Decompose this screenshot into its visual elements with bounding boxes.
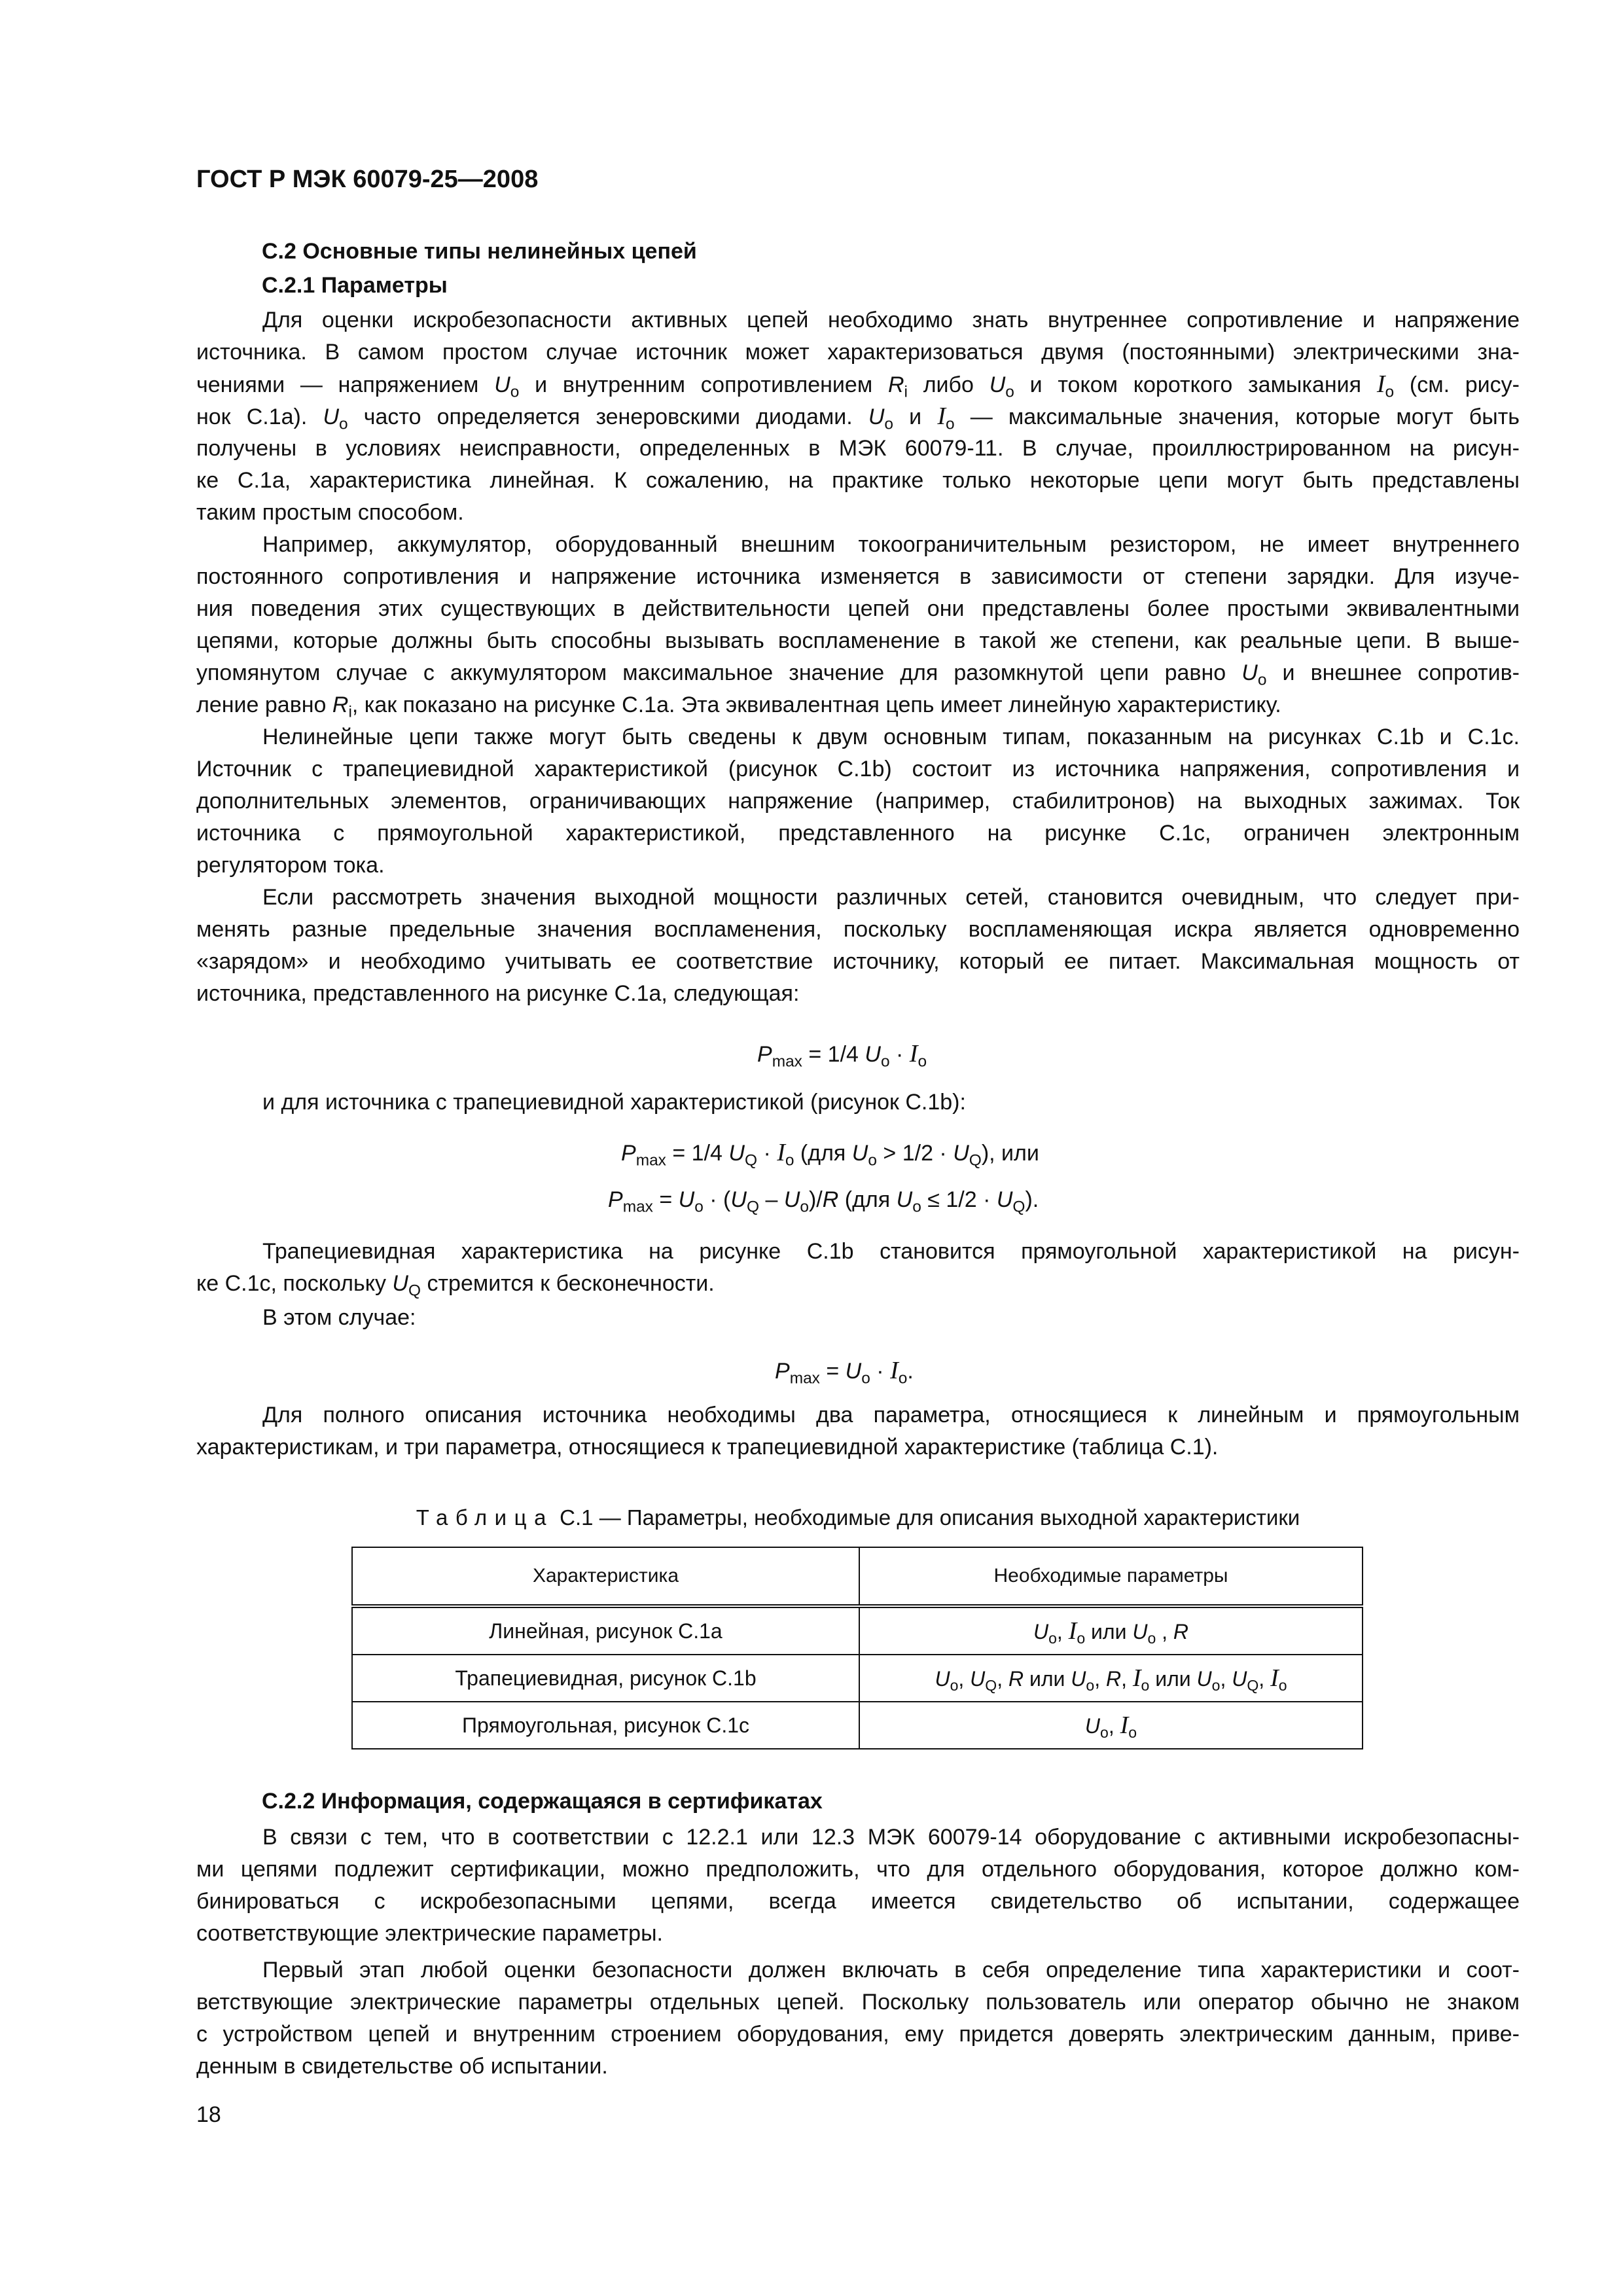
text-run: бинироваться с искробезопасными цепями, всегда имеется свидетельство об испытании, содержащее (196, 1889, 1520, 1914)
math-subscript: o (868, 1151, 877, 1170)
math-variable: P (757, 1042, 772, 1067)
section-heading: С.2 Основные типы нелинейных цепей (262, 239, 697, 264)
formula (775, 1355, 914, 1388)
text-line (196, 1886, 1520, 1918)
text-run: источника, представленного на рисунке С.1a, следующая: (196, 981, 800, 1006)
math-variable: R (1173, 1620, 1189, 1643)
text-line (196, 465, 1520, 497)
math-subscript: o (912, 1198, 921, 1216)
math-variable: I (1376, 370, 1385, 398)
math-variable: U (1033, 1620, 1049, 1643)
text-run: ). (1025, 1187, 1039, 1212)
text-run: ), или (981, 1141, 1039, 1166)
paragraph (196, 721, 1520, 882)
math-variable: I (1068, 1617, 1077, 1645)
text-run: , (1108, 1714, 1120, 1738)
text-line (196, 785, 1520, 817)
parameters-cell (859, 1702, 1363, 1749)
text-run: источника. В самом простом случае источник может характеризоваться двумя (постоянными) электрическими зна- (196, 340, 1520, 365)
text-line (196, 1236, 1520, 1268)
text-line (196, 882, 1520, 914)
math-variable: U (970, 1667, 986, 1691)
math-subscript: o (884, 415, 894, 433)
math-variable: R (332, 692, 349, 717)
text-run: часто определяется зенеровскими диодами. (348, 404, 868, 429)
text-line (196, 401, 1520, 433)
document-header: ГОСТ Р МЭК 60079-25—2008 (196, 166, 539, 193)
text-run: В этом случае: (262, 1305, 416, 1330)
text-run: или (1085, 1620, 1133, 1643)
math-variable: I (937, 403, 946, 430)
text-run: Первый этап любой оценки безопасности должен включать в себя определение типа характеристики и соот- (262, 1958, 1520, 1982)
text-run: , (997, 1667, 1008, 1691)
text-run: , (1121, 1667, 1133, 1691)
math-subscript: max (789, 1369, 820, 1388)
text-line (196, 753, 1520, 785)
text-line (196, 1821, 1520, 1854)
text-run: = (652, 1187, 679, 1212)
math-variable: U (783, 1187, 800, 1212)
math-subscript: o (339, 415, 348, 433)
text-run: ление равно (196, 692, 332, 717)
paragraph (196, 1086, 1520, 1119)
text-run: таким простым способом. (196, 500, 464, 525)
table-row (352, 1655, 1363, 1702)
math-subscript: o (898, 1369, 908, 1388)
text-run: нок С.1a). (196, 404, 323, 429)
text-run: ветствующие электрические параметры отдельных цепей. Поскольку пользователь или оператор обычно не знаком (196, 1990, 1520, 2015)
math-subscript: Q (408, 1282, 421, 1300)
text-line (775, 1357, 914, 1388)
text-run: Для оценки искробезопасности активных цепей необходимо знать внутреннее сопротивление и напряжение (262, 308, 1520, 332)
math-subscript: Q (1012, 1198, 1026, 1216)
math-variable: U (865, 1042, 881, 1067)
parameters-table (351, 1547, 1363, 1749)
math-variable: R (1008, 1667, 1024, 1691)
text-line (196, 1302, 1520, 1334)
text-run: Если рассмотреть значения выходной мощности различных сетей, становится очевидным, что следует при- (262, 885, 1520, 910)
text-run: · (870, 1359, 891, 1384)
paragraph (196, 304, 1520, 529)
text-run: , (958, 1667, 971, 1691)
text-line (196, 368, 1520, 401)
math-subscript: Q (985, 1676, 997, 1694)
math-variable: I (777, 1139, 785, 1166)
math-subscript: i (904, 383, 908, 401)
text-line (196, 497, 1520, 529)
math-variable: P (608, 1187, 623, 1212)
text-run: менять разные предельные значения воспламенения, поскольку воспламеняющая искра является одновременно (196, 917, 1520, 942)
text-run: регулятором тока. (196, 853, 385, 878)
text-run: , (1094, 1667, 1106, 1691)
text-run: Трапециевидная характеристика на рисунке С.1b становится прямоугольной характеристикой на рисун- (262, 1239, 1520, 1264)
text-run: соответствующие электрические параметры. (196, 1921, 663, 1946)
text-line (196, 1086, 1520, 1119)
math-subscript: Q (1247, 1676, 1259, 1694)
text-run: — максимальные значения, которые могут быть (954, 404, 1520, 429)
math-subscript: max (772, 1052, 802, 1071)
text-line (196, 2018, 1520, 2051)
text-line (196, 1268, 1520, 1300)
text-run: ке С.1a, характеристика линейная. К сожалению, на практике только некоторые цепи могут быть представлены (196, 468, 1520, 493)
math-subscript: Q (744, 1151, 757, 1170)
math-subscript: o (1257, 671, 1267, 689)
text-line (196, 689, 1520, 721)
math-subscript: o (918, 1052, 927, 1071)
math-subscript: i (348, 703, 352, 721)
paragraph (196, 1399, 1520, 1463)
math-subscript: Q (969, 1151, 982, 1170)
math-variable: U (896, 1187, 913, 1212)
math-subscript: o (1141, 1676, 1150, 1694)
table-row (352, 1606, 1363, 1655)
text-run: и для источника с трапециевидной характеристикой (рисунок С.1b): (262, 1090, 966, 1115)
math-variable: U (1241, 660, 1258, 685)
text-run: денным в свидетельстве об испытании. (196, 2054, 608, 2079)
subsection-heading: С.2.2 Информация, содержащаяся в сертификатах (262, 1789, 823, 1814)
paragraph (196, 529, 1520, 721)
text-run: · (889, 1042, 910, 1067)
text-run: либо (907, 372, 990, 397)
text-run: (см. рису- (1394, 372, 1520, 397)
text-run: , (1056, 1620, 1069, 1643)
text-run: ке С.1c, поскольку (196, 1271, 393, 1296)
math-variable: I (1132, 1664, 1141, 1692)
page-number: 18 (196, 2102, 221, 2127)
math-subscript: o (1077, 1629, 1086, 1647)
paragraph (196, 1954, 1520, 2083)
math-subscript: o (1278, 1676, 1287, 1694)
text-line (196, 593, 1520, 625)
math-subscript: Q (746, 1198, 759, 1216)
text-run: постоянного сопротивления и напряжение источника изменяется в зависимости от степени зарядки. Для изуче- (196, 564, 1520, 589)
text-run: чениями — напряжением (196, 372, 495, 397)
text-run: стремится к бесконечности. (421, 1271, 715, 1296)
math-variable: P (621, 1141, 636, 1166)
math-variable: U (935, 1667, 950, 1691)
math-subscript: o (1100, 1723, 1109, 1741)
text-line (196, 433, 1520, 465)
math-subscript: o (510, 383, 520, 401)
text-line (196, 850, 1520, 882)
parameters-cell (859, 1606, 1363, 1655)
math-subscript: o (945, 415, 955, 433)
text-run: или (1149, 1667, 1197, 1691)
text-line (608, 1187, 1039, 1216)
paragraph (196, 1236, 1520, 1300)
text-line (196, 657, 1520, 689)
table-row (352, 1702, 1363, 1749)
table-header-row (352, 1547, 1363, 1606)
math-variable: I (1120, 1712, 1129, 1739)
text-run: , (1258, 1667, 1271, 1691)
math-variable: U (1071, 1667, 1086, 1691)
text-run: упомянутом случае с аккумулятором максимальное значение для разомкнутой цепи равно (196, 660, 1242, 685)
text-run: , (1156, 1620, 1173, 1643)
text-run: > 1/2 · (876, 1141, 954, 1166)
text-line (621, 1139, 1039, 1170)
text-run: Для полного описания источника необходимы два параметра, относящиеся к линейным и прямоугольным (262, 1403, 1520, 1427)
text-line (196, 1399, 1520, 1431)
text-line (196, 1986, 1520, 2018)
text-run: = 1/4 (802, 1042, 865, 1067)
math-variable: R (1105, 1667, 1122, 1691)
table-caption-label: Таблица (416, 1505, 554, 1530)
math-variable: U (851, 1141, 868, 1166)
math-subscript: o (1128, 1723, 1137, 1741)
math-variable: P (775, 1359, 790, 1384)
characteristic-cell: Прямоугольная, рисунок С.1c (352, 1702, 859, 1749)
text-run: и током короткого замыкания (1014, 372, 1377, 397)
text-run: цепями, которые должны быть способны вызывать воспламенение в такой же степени, как реальные цепи. В выше- (196, 628, 1520, 653)
text-run: , (1220, 1667, 1232, 1691)
math-variable: U (494, 372, 510, 397)
text-line (196, 1431, 1520, 1463)
math-subscript: o (1211, 1676, 1221, 1694)
text-run: (для (838, 1187, 897, 1212)
text-line (196, 2051, 1520, 2083)
text-line (196, 946, 1520, 978)
text-line (196, 1918, 1520, 1950)
text-line (196, 529, 1520, 561)
text-run: В связи с тем, что в соответствии с 12.2.1 или 12.3 МЭК 60079-14 оборудование с активными искробезопасны- (262, 1825, 1520, 1850)
text-run: ния поведения этих существующих в действительности цепей они представлены более простыми эквивалентными (196, 596, 1520, 621)
text-run: или (1024, 1667, 1071, 1691)
math-variable: U (1232, 1667, 1247, 1691)
text-line (196, 561, 1520, 593)
text-line (196, 721, 1520, 753)
text-run: (для (794, 1141, 852, 1166)
text-run: с устройством цепей и внутренним строением оборудования, ему придется доверять электрическим данным, приве- (196, 2022, 1520, 2047)
subsection-heading: С.2.1 Параметры (262, 273, 448, 298)
text-run: . (907, 1359, 914, 1384)
paragraph (196, 1821, 1520, 1950)
text-run: · ( (703, 1187, 731, 1212)
math-variable: U (728, 1141, 745, 1166)
text-line (196, 304, 1520, 336)
math-subscript: o (880, 1052, 890, 1071)
text-line (196, 336, 1520, 368)
math-variable: U (989, 372, 1006, 397)
math-variable: U (323, 404, 340, 429)
math-subscript: max (635, 1151, 666, 1170)
text-line (196, 817, 1520, 850)
text-run: Нелинейные цепи также могут быть сведены к двум основным типам, показанным на рисунках С.1b и С.1c. (262, 725, 1520, 749)
text-run: = (819, 1359, 846, 1384)
characteristic-cell: Линейная, рисунок С.1a (352, 1606, 859, 1655)
formula (608, 1184, 1039, 1216)
math-subscript: o (1048, 1629, 1057, 1647)
math-variable: U (1132, 1620, 1148, 1643)
text-run: источника с прямоугольной характеристикой, представленного на рисунке С.1c, ограничен электронным (196, 821, 1520, 846)
math-variable: I (890, 1357, 899, 1384)
text-line (196, 625, 1520, 657)
parameters-cell (859, 1655, 1363, 1702)
math-subscript: o (1385, 383, 1395, 401)
text-line (196, 914, 1520, 946)
math-variable: R (822, 1187, 839, 1212)
math-variable: I (909, 1040, 918, 1067)
text-run: ми цепями подлежит сертификации, можно предположить, что для отдельного оборудования, которое должно ком- (196, 1857, 1520, 1882)
math-variable: R (887, 372, 904, 397)
characteristic-cell: Трапециевидная, рисунок С.1b (352, 1655, 859, 1702)
math-variable: U (678, 1187, 695, 1212)
math-variable: U (1196, 1667, 1212, 1691)
paragraph (196, 882, 1520, 1010)
table-caption (196, 1501, 1520, 1534)
math-variable: U (953, 1141, 969, 1166)
text-line (196, 978, 1520, 1010)
math-subscript: o (800, 1198, 809, 1216)
math-variable: U (845, 1359, 862, 1384)
table-caption-text: С.1 — Параметры, необходимые для описания выходной характеристики (554, 1505, 1300, 1530)
math-subscript: o (1147, 1629, 1156, 1647)
math-variable: U (996, 1187, 1013, 1212)
column-header: Характеристика (352, 1547, 859, 1606)
text-run: «зарядом» и необходимо учитывать ее соответствие источнику, который ее питает. Максимальная мощность от (196, 949, 1520, 974)
math-variable: I (1270, 1664, 1279, 1692)
text-run: и (893, 404, 938, 429)
text-run: · (757, 1141, 777, 1166)
math-variable: U (392, 1271, 408, 1296)
text-run: дополнительных элементов, ограничивающих напряжение (например, стабилитронов) на выходных зажимах. Ток (196, 789, 1520, 814)
text-run: характеристикам, и три параметра, относящиеся к трапециевидной характеристике (таблица С.1). (196, 1435, 1219, 1460)
text-run: Например, аккумулятор, оборудованный внешним токоограничительным резистором, не имеет внутреннего (262, 532, 1520, 557)
math-variable: U (868, 404, 885, 429)
text-run: = 1/4 (666, 1141, 729, 1166)
text-run: ≤ 1/2 · (921, 1187, 997, 1212)
text-run: Источник с трапециевидной характеристикой (рисунок С.1b) состоит из источника напряжения, сопротивления и (196, 757, 1520, 781)
text-run: )/ (808, 1187, 823, 1212)
math-subscript: o (785, 1151, 794, 1170)
formula (621, 1137, 1039, 1170)
paragraph (196, 1302, 1520, 1334)
text-run: – (759, 1187, 784, 1212)
math-subscript: o (950, 1676, 959, 1694)
text-run: , как показано на рисунке С.1a. Эта эквивалентная цепь имеет линейную характеристику. (351, 692, 1281, 717)
math-subscript: o (694, 1198, 704, 1216)
formula (757, 1038, 927, 1071)
text-run: получены в условиях неисправности, определенных в МЭК 60079-11. В случае, проиллюстрированном на рисун- (196, 436, 1520, 461)
math-variable: U (730, 1187, 747, 1212)
text-run: и внутренним сопротивлением (519, 372, 888, 397)
text-line (196, 1954, 1520, 1986)
column-header: Необходимые параметры (859, 1547, 1363, 1606)
math-variable: U (1084, 1714, 1101, 1738)
math-subscript: o (1086, 1676, 1095, 1694)
text-line (757, 1040, 927, 1071)
text-line (196, 1854, 1520, 1886)
math-subscript: o (1005, 383, 1014, 401)
text-run: и внешнее сопротив- (1266, 660, 1520, 685)
math-subscript: o (861, 1369, 870, 1388)
math-subscript: max (622, 1198, 653, 1216)
